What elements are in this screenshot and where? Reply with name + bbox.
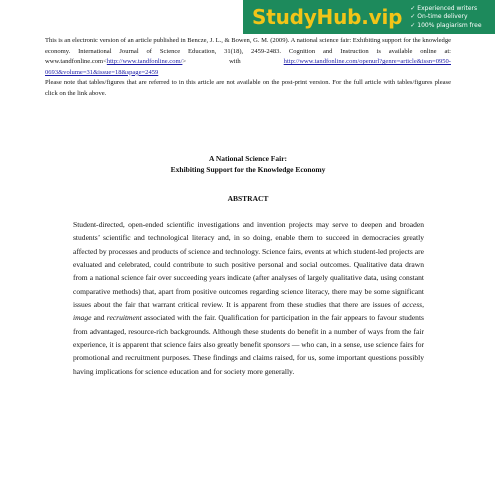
banner-feature: [410, 5, 481, 13]
banner-feature-label: Experienced writers: [417, 4, 478, 12]
abstract-paragraph: [73, 218, 424, 378]
abstract-text-1: Student-directed, open-ended scientific investigations and invention projects may serve to deepen and broaden students’ scientific and technological literacy and, in so doing, enable them to succeed in democracies greatly affected by processes and products of science and technology. Science fairs, events at which student-led projects are evaluated and celebrated, could contribute to such positive personal and social outcomes. Qualitative data drawn from a national science fair over succeeding years indicate (after analyses of largely qualitative data, using constant comparative methods) that, apart from positive outcomes regarding science literacy, there may be some significant issues about the fair that warrant critical review. It is apparent from these studies that there are issues of: [73, 220, 424, 310]
checkmark-icon: ✓: [410, 4, 416, 12]
abstract-body: [73, 218, 424, 378]
article-title-line1: A National Science Fair:: [208, 154, 288, 163]
publication-notice: [45, 36, 451, 100]
abstract-sep: and: [91, 313, 107, 323]
abstract-emphasis-image: image: [73, 313, 92, 323]
abstract-emphasis-recruitment: recruitment: [106, 313, 142, 323]
article-title-line2: Exhibiting Support for the Knowledge Economy: [170, 165, 326, 174]
abstract-text-2: associated with the fair. Qualification for participation in the fair appears to favour students from advantaged, resource-rich backgrounds. Although these students do benefit in a number of ways from the fair experience, it is apparent that science fairs also greatly benefit: [73, 313, 424, 350]
postprint-note: Please note that tables/figures that are referred to in this article are not available on the post-print version. For the full article with tables/figures please click on the link above.: [45, 79, 451, 97]
checkmark-icon: ✓: [410, 21, 416, 29]
banner-feature-label: On-time delivery: [417, 13, 468, 21]
banner-feature: [410, 13, 481, 21]
studyhub-banner[interactable]: [243, 0, 495, 34]
article-title: [45, 153, 451, 175]
abstract-sep: ,: [422, 300, 424, 310]
article-openurl-link[interactable]: http://www.tandfonline.com/openurl?genre=article&issn=0950-0693&volume=31&issue=18&spage=2459: [45, 58, 451, 76]
citation-paragraph: [45, 36, 451, 78]
banner-features: [410, 5, 481, 30]
abstract-emphasis-sponsors: sponsors: [263, 340, 290, 350]
banner-feature-label: 100% plagiarism free: [417, 21, 482, 29]
abstract-heading: ABSTRACT: [227, 194, 269, 203]
checkmark-icon: ✓: [410, 13, 416, 21]
banner-feature: [410, 22, 481, 30]
citation-text: This is an electronic version of an article published in Bencze, J. L., & Bowen, G. M. (2009). A national science fair: Exhibiting support for the knowledge economy. International Journal of Science Education, 31(18), 2459-2483. Cognition and Instruction is available online at: www.tandfonline.com<: [45, 37, 451, 66]
studyhub-logo: StudyHub.vip: [252, 5, 403, 29]
abstract-emphasis-access: access: [402, 300, 423, 310]
tandfonline-link[interactable]: http://www.tandfonline.com/: [106, 58, 183, 66]
citation-text-mid: > with: [182, 58, 284, 66]
abstract-text-3: — who can, in a sense, use science fairs for promotional and recruitment purposes. These findings and claims raised, for us, some important questions possibly having implications for science education and for society more generally.: [73, 340, 424, 376]
